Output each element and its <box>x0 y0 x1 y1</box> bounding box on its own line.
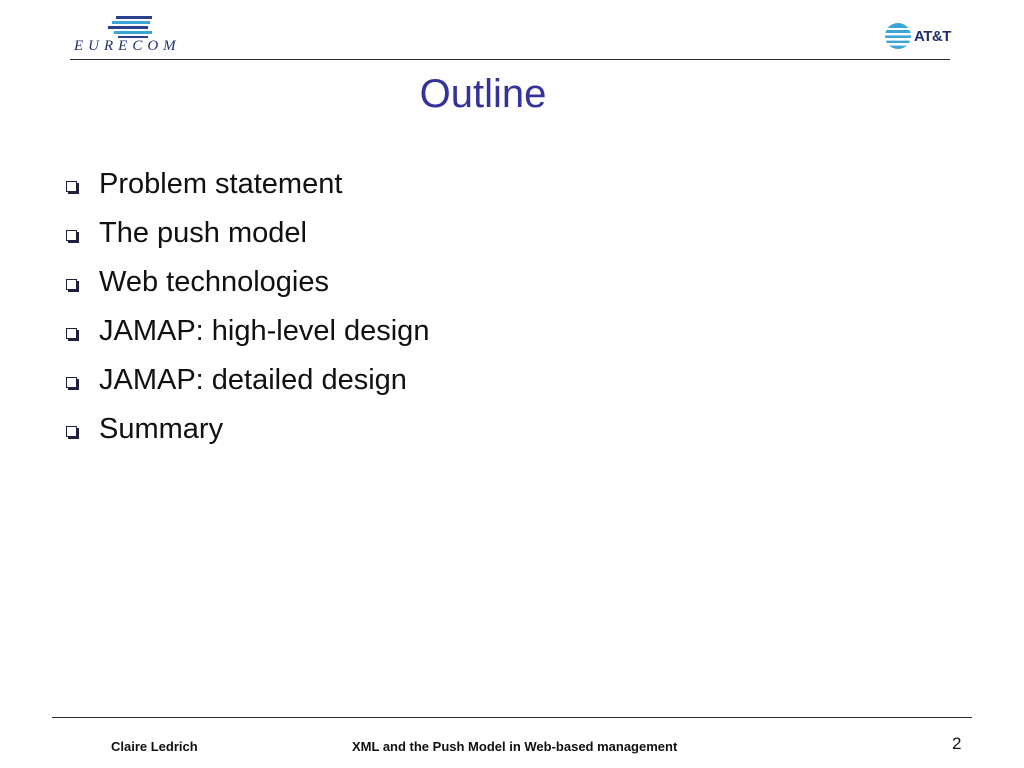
list-item <box>66 160 429 209</box>
header-divider <box>70 59 950 60</box>
eurecom-stripes-icon <box>106 16 156 38</box>
bullet-text: JAMAP: high-level design <box>99 315 430 347</box>
list-item <box>66 209 429 258</box>
bullet-list <box>66 160 429 454</box>
footer-presentation-title: XML and the Push Model in Web-based management <box>352 739 678 754</box>
slide-title: Outline <box>419 72 547 116</box>
bullet-text: JAMAP: detailed design <box>99 364 407 396</box>
bullet-text: Web technologies <box>99 266 330 298</box>
footer-author: Claire Ledrich <box>111 739 198 754</box>
att-logo <box>884 22 954 56</box>
square-bullet-icon <box>66 377 77 388</box>
list-item <box>66 405 429 454</box>
list-item <box>66 307 429 356</box>
eurecom-logo <box>72 14 202 56</box>
square-bullet-icon <box>66 230 77 241</box>
bullet-text: Summary <box>99 413 224 445</box>
list-item <box>66 258 429 307</box>
att-globe-icon <box>884 22 912 50</box>
square-bullet-icon <box>66 328 77 339</box>
bullet-text: The push model <box>99 217 307 249</box>
square-bullet-icon <box>66 426 77 437</box>
page-number: 2 <box>952 734 962 753</box>
square-bullet-icon <box>66 279 77 290</box>
eurecom-logo-text: EURECOM <box>74 38 181 54</box>
bullet-text: Problem statement <box>99 168 343 200</box>
footer-divider <box>52 717 972 718</box>
list-item <box>66 356 429 405</box>
att-logo-text: AT&T <box>914 28 951 45</box>
square-bullet-icon <box>66 181 77 192</box>
